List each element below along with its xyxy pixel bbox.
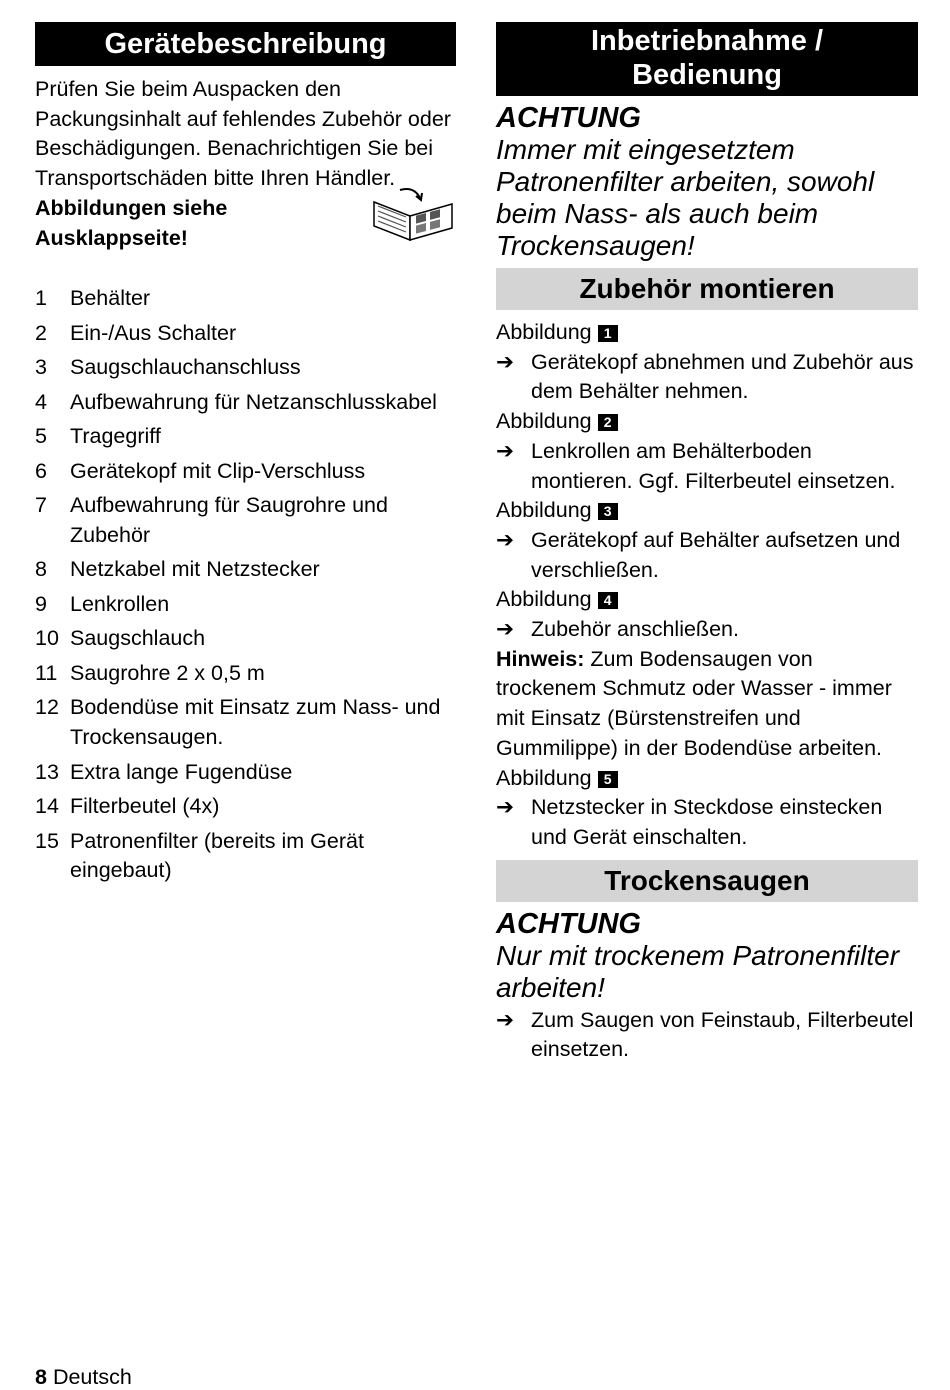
item-text: Patronenfilter (bereits im Gerät eingebaut) [70,828,364,883]
item-text: Saugschlauchanschluss [70,355,301,380]
step-item [496,348,918,407]
arrow-icon: ➔ [496,795,515,820]
step-item [496,1006,918,1065]
arrow-icon: ➔ [496,527,515,552]
list-item [35,792,456,822]
section-heading-accessories: Zubehör montieren [496,268,918,310]
caution-text: Nur mit trockenem Patronenfilter arbeiten! [496,939,900,1003]
step-item [496,793,918,852]
list-item [35,491,456,550]
step-text: Netzstecker in Steckdose einstecken und Gerät einschalten. [531,795,883,849]
list-item [35,353,456,383]
item-text: Bodendüse mit Einsatz zum Nass- und Trockensaugen. [70,695,441,750]
page-footer [35,1364,132,1390]
figure-label: Abbildung [496,320,592,344]
item-text: Lenkrollen [70,591,170,616]
step-text: Gerätekopf auf Behälter aufsetzen und verschließen. [531,527,901,582]
figure-label: Abbildung [496,587,592,612]
step-text: Zubehör anschließen. [531,617,739,642]
list-item [35,457,456,487]
item-number: 11 [35,660,58,685]
foldout-book-icon [370,186,456,242]
item-number: 10 [35,626,59,651]
arrow-icon: ➔ [496,349,515,374]
item-number: 7 [35,493,47,518]
item-text: Aufbewahrung für Netzanschlusskabel [70,389,437,414]
arrow-icon: ➔ [496,438,515,463]
right-column [496,22,918,1065]
intro-paragraph: Prüfen Sie beim Auspacken den Packungsinhalt auf fehlendes Zubehör oder Beschädigungen. Benachrichtigen Sie bei Transportschäden bitte Ihren Händler. [35,77,451,191]
note-paragraph [496,645,918,764]
figure-ref [496,318,918,348]
figure-label: Abbildung [496,409,592,434]
item-number: 8 [35,557,47,582]
figure-label: Abbildung [496,765,592,790]
list-item [35,693,456,752]
item-number: 6 [35,458,47,483]
item-text: Behälter [70,286,151,311]
item-number: 2 [35,320,47,345]
section-heading-device-description [35,22,456,66]
caution-text: Immer mit eingesetztem Patronenfilter arbeiten, sowohl beim Nass- als auch beim Trockensaugen! [496,134,875,261]
step-item [496,437,918,496]
step-text: Gerätekopf abnehmen und Zubehör aus dem Behälter nehmen. [531,349,914,404]
item-text: Tragegriff [70,424,161,449]
list-item [35,659,456,689]
item-number: 3 [35,355,47,380]
item-number: 4 [35,389,47,414]
footer-language: Deutsch [52,1365,132,1389]
item-number: 14 [35,794,59,819]
item-text: Gerätekopf mit Clip-Verschluss [70,458,366,483]
parts-list [35,284,456,886]
item-text: Netzkabel mit Netzstecker [70,557,320,582]
section-heading-operation [496,22,918,96]
item-number: 13 [35,759,59,784]
figure-number-badge: 3 [598,503,618,520]
assembly-steps [496,318,918,853]
figure-number-badge: 1 [598,325,618,342]
note-label: Hinweis: [496,646,585,671]
list-item [35,758,456,788]
figure-number-badge: 5 [598,771,618,788]
figure-number-badge: 2 [598,414,618,431]
heading-text: Gerätebeschreibung [104,28,387,60]
item-text: Saugrohre 2 x 0,5 m [70,660,265,685]
arrow-icon: ➔ [496,617,515,642]
heading-line1: Inbetriebnahme / [590,25,824,57]
figure-ref [496,407,918,437]
figure-ref [496,585,918,615]
item-text: Filterbeutel (4x) [70,794,220,819]
figures-note-line1: Abbildungen siehe [35,195,228,220]
list-item [35,319,456,349]
step-item [496,526,918,585]
list-item [35,555,456,585]
note-text: Zum Bodensaugen von trockenem Schmutz oder Wasser - immer mit Einsatz (Bürstenstreifen und Gummilippe) in der Bodendüse arbeiten. [496,646,892,760]
figure-ref [496,764,918,794]
heading-line2: Bedienung [632,59,782,91]
list-item [35,624,456,654]
list-item [35,284,456,314]
item-number: 1 [35,286,47,311]
list-item [35,827,456,886]
page-number: 8 [35,1365,47,1389]
item-number: 15 [35,828,59,853]
caution-title: ACHTUNG [496,907,641,940]
figure-number-badge: 4 [598,592,618,609]
figure-label: Abbildung [496,498,592,523]
item-number: 9 [35,591,47,616]
figures-note [35,194,456,253]
item-text: Aufbewahrung für Saugrohre und Zubehör [70,493,388,547]
step-text: Zum Saugen von Feinstaub, Filterbeutel einsetzen. [531,1007,914,1062]
caution-block-2 [496,908,918,1004]
left-column [35,22,456,891]
step-text: Lenkrollen am Behälterboden montieren. Ggf. Filterbeutel einsetzen. [531,438,896,493]
item-number: 5 [35,424,47,449]
caution-title: ACHTUNG [496,102,641,134]
step-item [496,615,918,645]
list-item [35,388,456,418]
figure-ref [496,496,918,526]
item-text: Extra lange Fugendüse [70,759,293,784]
section-heading-dry-vacuuming: Trockensaugen [496,860,918,902]
item-text: Ein-/Aus Schalter [70,320,237,345]
item-number: 12 [35,695,59,720]
figures-note-line2: Ausklappseite! [35,225,188,250]
list-item [35,590,456,620]
caution-block-1 [496,102,918,262]
list-item [35,422,456,452]
arrow-icon: ➔ [496,1007,515,1032]
item-text: Saugschlauch [70,626,206,651]
